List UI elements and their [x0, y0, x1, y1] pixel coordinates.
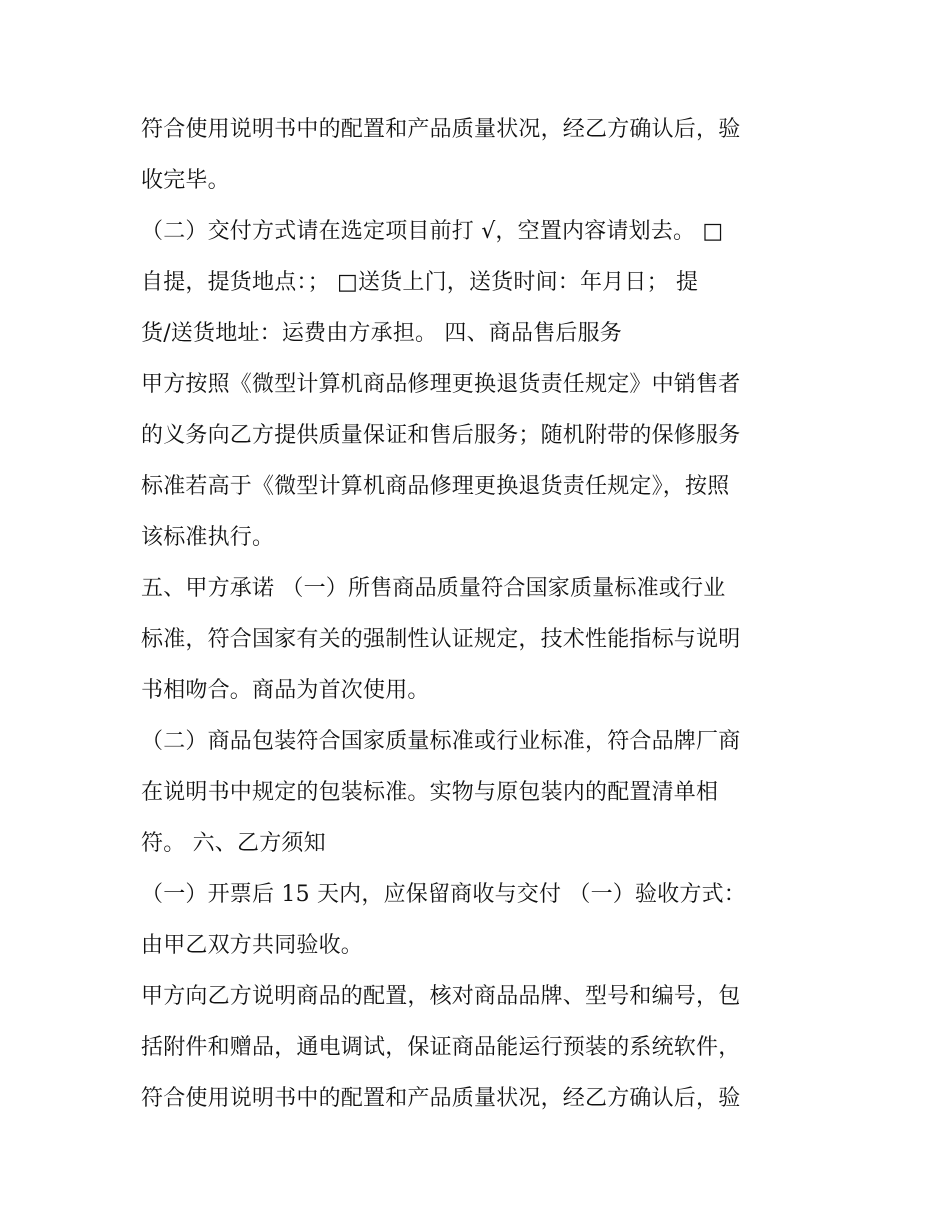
text-line: 该标准执行。 [141, 525, 275, 550]
text-line: 在说明书中规定的包装标准。实物与原包装内的配置清单相 [141, 780, 719, 805]
text-line: （一）开票后 15 天内，应保留商收与交付 （一）验收方式： [141, 882, 746, 907]
text-line: 符合使用说明书中的配置和产品质量状况，经乙方确认后，验 [141, 1086, 741, 1111]
text-line: 符合使用说明书中的配置和产品质量状况，经乙方确认后，验 [141, 117, 741, 142]
text-line: （二）交付方式请在选定项目前打 √，空置内容请划去。 □ [141, 219, 724, 244]
text-line: 甲方按照《微型计算机商品修理更换退货责任规定》中销售者 [141, 372, 741, 397]
text-line: 的义务向乙方提供质量保证和售后服务；随机附带的保修服务 [141, 423, 741, 448]
text-line: 括附件和赠品，通电调试，保证商品能运行预装的系统软件， [141, 1035, 741, 1060]
text-line: 五、甲方承诺 （一）所售商品质量符合国家质量标准或行业 [141, 576, 726, 601]
text-line: 标准，符合国家有关的强制性认证规定，技术性能指标与说明 [141, 627, 741, 652]
text-line: 货/送货地址：运费由方承担。 四、商品售后服务 [141, 321, 623, 346]
text-line: 符。 六、乙方须知 [141, 831, 326, 856]
text-line: 书相吻合。商品为首次使用。 [141, 678, 430, 703]
text-line: 标准若高于《微型计算机商品修理更换退货责任规定》，按照 [141, 474, 730, 499]
text-line: 由甲乙双方共同验收。 [141, 933, 364, 958]
text-line: 自提，提货地点：； □送货上门，送货时间：年月日； 提 [141, 270, 699, 295]
text-line: 收完毕。 [141, 168, 230, 193]
text-line: （二）商品包装符合国家质量标准或行业标准，符合品牌厂商 [141, 729, 741, 754]
document-body [141, 104, 813, 1124]
text-line: 甲方向乙方说明商品的配置，核对商品品牌、型号和编号，包 [141, 984, 741, 1009]
